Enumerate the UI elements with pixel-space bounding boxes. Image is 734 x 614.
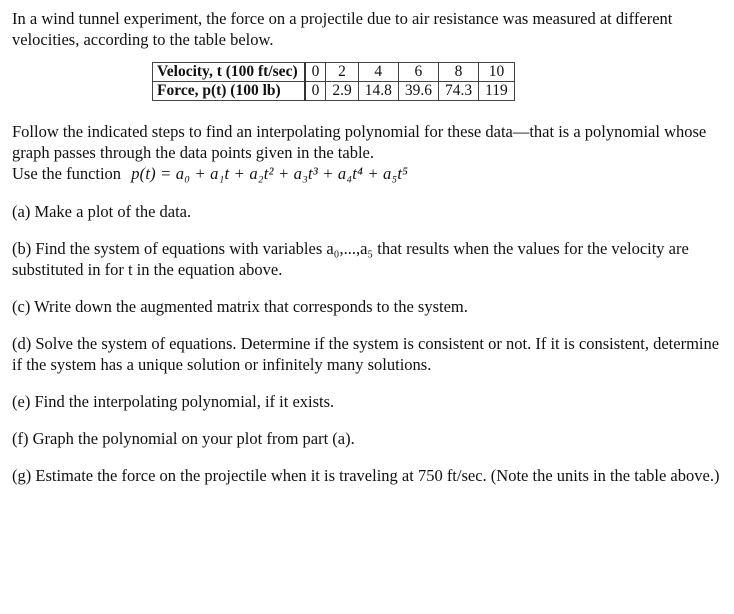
velocity-cell: 4 bbox=[358, 63, 398, 82]
velocity-row-header: Velocity, t (100 ft/sec) bbox=[153, 63, 305, 82]
part-b: (b) Find the system of equations with variables a₀,...,a₅ that results when the values for the velocity are substituted in for t in the equation above. bbox=[12, 239, 689, 279]
part-d: (d) Solve the system of equations. Determine if the system is consistent or not. If it is consistent, determine if the system has a unique solution or infinitely many solutions. bbox=[12, 334, 720, 374]
problem-document bbox=[12, 8, 722, 486]
part-g: (g) Estimate the force on the projectile when it is traveling at 750 ft/sec. (Note the units in the table above.) bbox=[12, 466, 720, 485]
use-function-label: Use the function bbox=[12, 164, 122, 183]
velocity-cell: 0 bbox=[305, 63, 326, 82]
polynomial-formula: p(t) = a₀ + a₁t + a₂t² + a₃t³ + a₄t⁴ + a₅t⁵ bbox=[131, 164, 409, 183]
follow-steps-paragraph: Follow the indicated steps to find an interpolating polynomial for these data—that is a polynomial whose graph passes through the data points given in the table. bbox=[12, 122, 707, 162]
velocity-cell: 6 bbox=[398, 63, 438, 82]
part-f: (f) Graph the polynomial on your plot from part (a). bbox=[12, 429, 355, 448]
function-line bbox=[12, 163, 722, 185]
velocity-cell: 10 bbox=[479, 63, 515, 82]
part-a: (a) Make a plot of the data. bbox=[12, 202, 192, 221]
force-cell: 0 bbox=[305, 82, 326, 101]
part-c: (c) Write down the augmented matrix that corresponds to the system. bbox=[12, 297, 468, 316]
force-cell: 39.6 bbox=[398, 82, 438, 101]
velocity-row bbox=[153, 63, 515, 82]
force-row-header: Force, p(t) (100 lb) bbox=[153, 82, 305, 101]
force-cell: 2.9 bbox=[326, 82, 358, 101]
force-cell: 74.3 bbox=[438, 82, 478, 101]
velocity-cell: 2 bbox=[326, 63, 358, 82]
force-row bbox=[153, 82, 515, 101]
intro-paragraph: In a wind tunnel experiment, the force on a projectile due to air resistance was measured at different velocities, according to the table below. bbox=[12, 9, 673, 49]
part-e: (e) Find the interpolating polynomial, if it exists. bbox=[12, 392, 335, 411]
data-table bbox=[152, 62, 515, 101]
data-table-wrapper bbox=[152, 62, 722, 101]
force-cell: 119 bbox=[479, 82, 515, 101]
velocity-cell: 8 bbox=[438, 63, 478, 82]
force-cell: 14.8 bbox=[358, 82, 398, 101]
